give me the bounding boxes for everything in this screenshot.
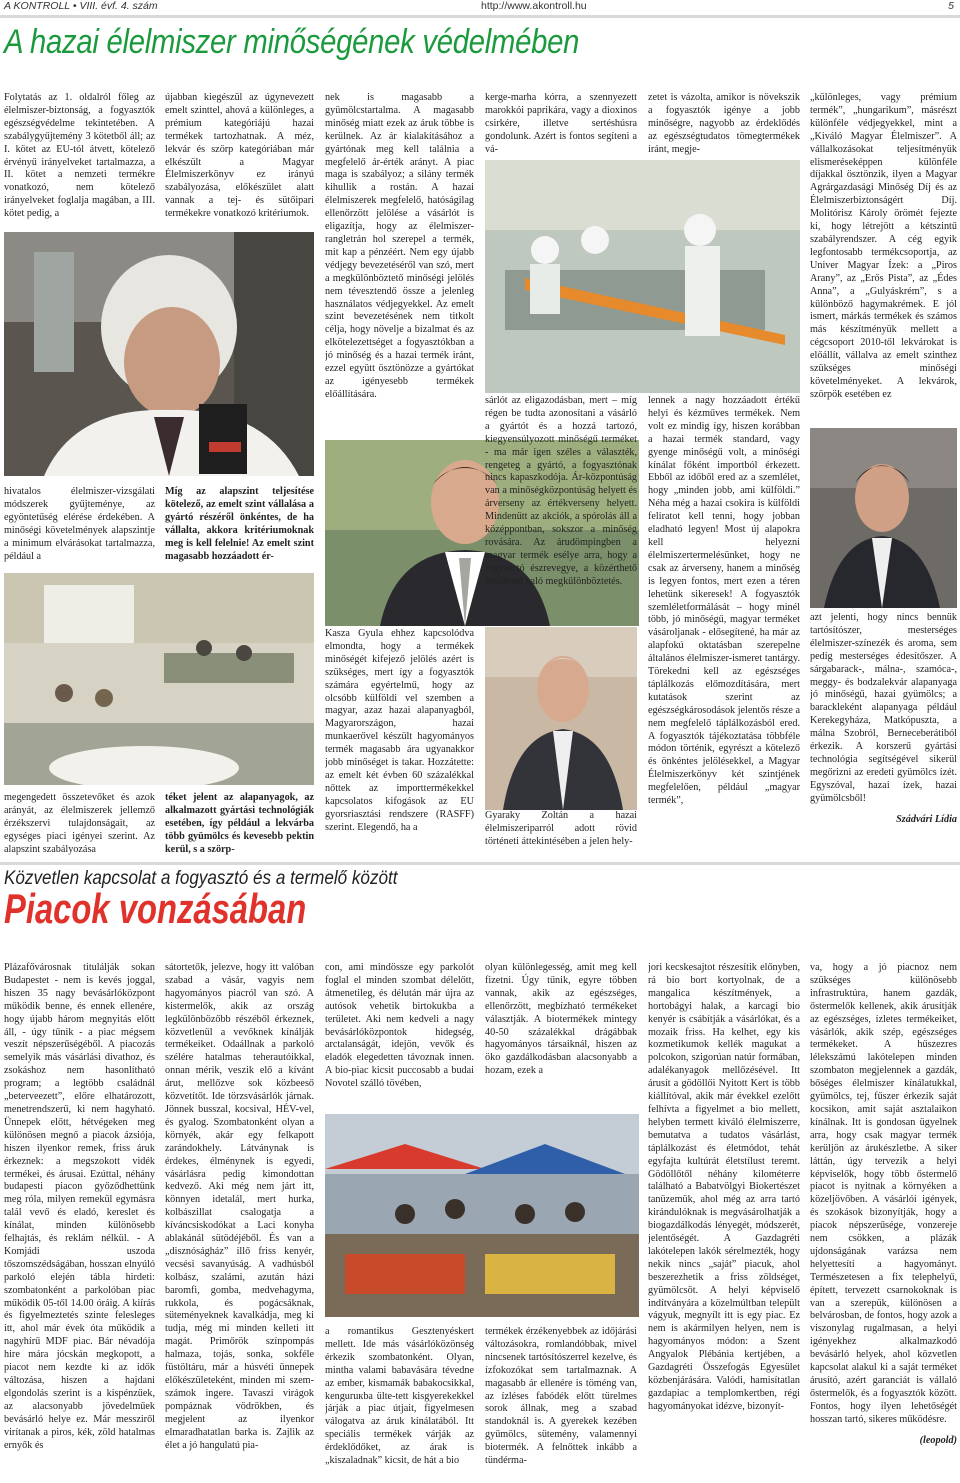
article1-col3-top: [325, 92, 474, 432]
article1-col5-bottom: [648, 395, 800, 857]
article1-col5-top: [648, 92, 800, 160]
article2-title: Piacok vonzásában: [4, 885, 307, 932]
portrait-photo-interview: [4, 232, 314, 476]
market-photo: [325, 1114, 639, 1317]
paragraph: nek is magasabb a gyümölcstartalma. A magasabb minőség miatt ezek az áruk többe is kerülnek. Az ár kialakításához a gyártónak meg kell találnia a megfelelő ár-érték arányt. A piac maga is szabályoz; a silány termék kihullik a rostán. A hazai élelmiszerek megfelelő, hatóságilag ellenőrzött jelölése a vásárlót is eligazítja, hogy az élelmiszer-rangletrán hol szerepel a termék, mit kap a pénzéért. Nem egy újabb védjegy bevezetéséről van szó, mert a megkülönböztető minőségi jelölés nem tévesztendő össze a jelenleg használatos védjegyekkel. Az emelt szint bevezetésének nem titkolt célja, hogy növelje a bizalmat és az elkötelezettséget a fogyasztókban a jó minőség és a hazai termék iránt, ezzel együtt ösztönözze a gyártókat az igényesebb termékek előállítására.: [325, 92, 474, 400]
paragraph: a romantikus Gesztenyéskert mellett. Ide más vásárlóközönség érkezik szombatonként. Olyan, mintha valami babavására tévedne az ember, kismamák babakocsikkal, kenguruкba ülte-tett kisgyerekekkel járják a piac útjait, figyelmesen válogatva az áruk kínálatából. Itt speciális termékek várják az érdeklődőket, az árak is „kiszaladnak” kicsit, de hát a bio: [325, 1326, 474, 1467]
article-title: A hazai élelmiszer minőségének védelmében: [4, 23, 580, 61]
article1-col1-mid: [4, 486, 155, 566]
article1-col3-bottom: [325, 628, 474, 856]
article1-col1-top: [4, 92, 155, 227]
paragraph: téket jelent az alapanyagok, az alkalmazott gyártási technológiák esetében, így például a lekvárba több gyümölcs és kevesebb pektin kerül, s a szörp-: [165, 792, 314, 855]
header-url[interactable]: http://www.akontroll.hu: [481, 0, 587, 12]
article1-col6-top: [810, 92, 957, 422]
article1-col4-top: [485, 92, 637, 162]
paragraph: con, ami mindössze egy parkolót foglal el minden szombat délelőtt, átmenetileg, és délután már újra az autósok vehetik birtokukba a területet. Aki nem kedveli a nagy bevásárlóközpontok hidegség, arctalanságát, idejön, vevők és eladók elegedetten távoznak innen. A bio-piac kicsit puccosabb a budai Novotel szálló tövében,: [325, 962, 474, 1090]
paragraph: hivatalos élelmiszer-vizsgálati módszerek gyűjteménye, az egyöntetűség elérése érdekében. A minőségi követelmények alapszintje a minimum elvárásokat tartalmazza, például a: [4, 486, 155, 562]
paragraph: azt jelenti, hogy nincs bennük tartósítószer, mesterséges élelmiszer-színezék és aroma, sem pedig mesterséges édesítőszer. A sárgabarack-, málna-, szamóca-, meggy- és bodzalekvár alapanyaga jó minőségű, hazai gyümölcs; a barackleként alapanyaga például Kerekegyháza, Matkópuszta, a málna Szobról, Berneceberátiból érkezik. A korszerű gyártási technológia segítségével sikerül megőrizni az eredeti gyümölcs ízét. Egyszóval, hazai ízek, hazai gyümölcsből!: [810, 612, 957, 804]
article1-col4-mid: [485, 395, 637, 615]
article1-col2-bottom: [165, 792, 314, 856]
article2-col2: [165, 962, 314, 1483]
article1-col2-mid: [165, 486, 314, 566]
page-number: 5: [948, 0, 954, 12]
paragraph: sárlót az eligazodásban, mert – míg régen be tudta azonosítani a vásárló a gyártót és a hozzá tartozó, kiegyensúlyozott minőségű terméket - ma már igen széles a választék, rengeteg a gyártó, a fogyasztónak nincs kapaszkodója. Ár-központúság van a minőségközpontúság helyett és árverseny az értékverseny helyett. Mindenütt az akciók, a spórolás áll a középpontban, sokszor a minőség rovására. Az árudömpingben a magyar termék esélye arra, hogy a fogyasztó észrevegye, a közérthető jelöléssel való megkülönböztetés.: [485, 395, 637, 587]
paragraph: Plázafővárosnak titulálják sokan Budapestet - nem is kevés joggal, hiszen 35 nagy bevásárlóközpont működik benne, és ennek ellenére, hogy újabb három megnyitás előtt áll, - úgy tűnik - a piac mégsem veszít népszerűségéből. A piacozás semelyik más vásárlási divathoz, és zsokáshoz nem hasonlítható program; a legtöbb családnál „beterveezett”, előre elhatározott, menetrendszerű, ki nem hagyható. Ünnepek előtt, hétvégeken meg különösen megnő a piacok ázsiója, hiszen ilyenkor remek, friss áruk érkeznek: a megszokott vidék termékei, és árusai. Ezúttal, néhány budapesti piacon győződhettünk meg róla, milyen remekül egymásra talál vevő és eladó, kereslet és kínálat, minden különösebb felhajtás, és reklám nélkül. - A Komjádi uszoda tőszomszédságában, hosszan elnyúló parkoló elején tábla hirdeti: szombatonként a parkolóban piac működik 05-től 14.00 óráig. A kiírás és figyelmeztetés szinte feleslеges itt, ahol már évek óta működik a nagyhírű MDF piac. Bár névadója hire mára jócskán megkopott, a piacot nem kezdte ki az idők változása, hiszen a hajdani elgondolás szerint is a kispénzűek, az alacsonyabb jövedelműek bevásárló helye ez. Már messziről virítanak a piros, kék, zöld hatalmas ernyők és: [4, 962, 155, 1451]
article1-col2-top: [165, 92, 314, 227]
article2-col4-top: [485, 962, 637, 1112]
paragraph: jori kecskesajtot részesítik előnyben, rá bio bort kortyolnak, de a mangalica készítmények, a hortobágyi halak, a karcagi bio kenyér is csábítják a vásárlókat, és a mozaik friss. Ha kelhet, egy kis kozmetikumok kellék magukat a polcokon, szigorúan natúr formában, adalékanyagok mellőzésével. Itt árusít a gödöllői Nyitott Kert is több kiállítóval, akik már évekkel ezelőtt felhívta a figyelmet a bio mellett, helyben termett kiváló élelmiszerre, bemutatva a tudatos vásárlást, táplálkozást és életmódot, tehát egyfajta kultúrát életstílust teremt. Gödöllőtől néhány kilométerre található a Babatvölgyi Biokertészet tanüzemük, ahol még az arra tartó kirándulóknak is megvásárolhatják a biogazdálkodás lényegét, módszerét, jelentőségét. A Gazdagréti lakótelepen lakók sérelmezték, hogy nekik nincs „saját” piacuk, ahol beszerezhetik a friss zöldséget, gyümölcsöt. A helyi képviselő indítványára a közelmúltban települt vágyuk, megnyílt itt is egy piac. Ez nem is akármilyen helyen, nem is hagyományos módon: a Szent Angyalok Plébánia kertjében, a Gazdagréti Összefogás Egyesület közbenjárására. Valódi, hamisítatlan gazdapiac a templomkertben, régi hagyományokat idézve, bizonyít-: [648, 962, 800, 1412]
page-header: [0, 0, 960, 14]
article2-col3-bottom: [325, 1326, 474, 1483]
paragraph: kerge-marha kórra, a szennyezett marokkói paprikára, vagy a dioxinos csirkére, illetve sertéshúsra gondolunk. Azért is fontos segíteni a vá-: [485, 92, 637, 155]
paragraph: olyan különlegesség, amit meg kell fizetni. Úgy tűnik, egyre többen vannak, akik az egészséges, ellenőrzött, megbízható termékeket választják. A biotermékek mintegy 40-50 százalékkal drágábbak hagyományos társaiknál, hiszen az öko gazdálkodásban alacsonyabb a hozam, ezek a: [485, 962, 637, 1077]
paragraph: Folytatás az 1. oldalról főleg az élelmiszer-biztonság, a fogyasztók egészségvédelme tekintetében. A szabálygyűjtemény 3 kötetből áll; az I. kötet az EU-tól átvett, kötelező érvényű irányelveket tartalmazza, a II. kötet a nemzeti termékre vonatkozó, nem kötelező irányelveket foglalja magában, a III. kötet pedig, a: [4, 92, 155, 220]
portrait-photo-molitorisz-karoly: [810, 428, 957, 608]
paragraph: lennek a nagy hozzáadott értékű helyi és kézműves termékek. Nem volt ez mindig így, hiszen korábban a hazai termék standard, vagy gyenge minőségű volt, a minőségi kínálat főként importból érkezett. Ebből az időből ered az a szemlélet, hogy „minden jobb, ami külföldi.” Néha még a hazai csokira is külföldi feliratot kell tenni, hogy jobban eladható legyen! Most új alapokra kell helyezni élelmiszertermelésünket, hogy ne csak az árverseny, hanem a minőség is legyen fontos, mert ezen a téren lehetünk sikeresek! A fogyasztók szemléletformálását – hogy minél több, jó minőségű, magyar terméket vásároljanak - elősegítené, ha már az alapfokú oktatásban szerepelne általános élelmiszer-ismeret tantárgy. Törekedni kell az egészséges táplálkozás előmozdítására, mert kutatások szerint az egészségkárosodások jelentős része a nem megfelelő táplálkozásból ered. A fogyasztók tájékoztatása többféle módon történik, egyrészt a kötelező és önkéntes jelölésekkel, a Magyar Élelmiszerkönyv két szintjének megfelelően, például „magyar termék”,: [648, 395, 800, 807]
section-rule: [0, 862, 960, 865]
conference-photo: [4, 573, 314, 785]
article2-col3-top: [325, 962, 474, 1112]
factory-production-photo: [485, 160, 800, 393]
article1-col1-bottom: [4, 792, 155, 856]
header-issue: A KONTROLL • VIII. évf. 4. szám: [4, 0, 158, 12]
article2-col6: [810, 962, 957, 1483]
paragraph: újabban kiegészül az úgynevezett emelt szinttel, ahová a különleges, a prémium kategóriájú hazai termékek tartozhatnak. A méz, lekvár és szörp kategóriában már elkészült a Magyar Élelmiszerkönyv ez irányú szabályozása, előkészület alatt vannak a tej- és sütőipari termékekre vonatkozó kritériumok.: [165, 92, 314, 220]
paragraph: Gyaraky Zoltán a hazai élelmiszeriparról adott rövid történeti áttekintésében a jelen hely-: [485, 810, 637, 847]
paragraph: Míg az alapszint teljesítése kötelező, az emelt szint vállalása a gyártó részéről önkéntes, de ha vállalta, akkora kritériumoknak meg is kell felelnie! Az emelt szint magasabb hozzáadott ér-: [165, 486, 314, 562]
paragraph: zetet is vázolta, amikor is növekszik a fogyasztók igénye a jobb minőségre, nagyobb az érdeklődés az egészségtudatos tömegtermékek iránt, megje-: [648, 92, 800, 155]
article1-col4-bottom: [485, 810, 637, 858]
author-signature: (leopold): [919, 1434, 957, 1446]
paragraph: Kasza Gyula ehhez kapcsolódva elmondta, hogy a termékek minőségét kifejező jelölés azért is szükséges, mert így a fogyasztók számára egyértelmű, hogy az olcsóbb külföldi vel szemben a magyar, azaz hazai alapanyagból, Magyarországon, hazai munkaerővel készült hagyományos termék magasabb ára ugyanakkor jobb minőséget is takar. Hozzátette: az emelt két évben 60 százalékkal nőttek az importtermékekkel kapcsolatos kifogások az EU gyorsriasztási rendszere (RASFF) szerint. Elegendő, ha a: [325, 628, 474, 833]
portrait-photo-gyaraky-zoltan: [485, 627, 637, 810]
paragraph: „különleges, vagy prémium termék”, „hungarikum”, másrészt különféle védjegyekkel, mint a „Kiváló Magyar Élelmiszer”. A vállalkozásokat teljesítményük elismeréseképpen különféle díjakkal ösztönzik, ilyen a Magyar Agrárgazdasági Minőség Díj és az Élelmiszerbiztonságért Díj. Molitórisz Károly örömét fejezte ki, hogy létrejött a kétszintű szabályrendszer. A cég egyik legfontosabb termékcsoportja, az Univer Magyar Ízek: a „Piros Arany”, az „Erős Pista”, az „Édes Anna”, a „Gulyáskrém”, s a különböző hagymakrémek. E jól ismert, márkás termékek és számos más készítményük mellett a cégcsoport 2010-től lekvárokat is előállít, vállalva az emelt szinthez szükséges minőségi követelményeket. A lekvárok, szörpök esetében ez: [810, 92, 957, 400]
paragraph: sátortetők, jelezve, hogy itt valóban szabad a vásár, vagyis nem hagyományos piacról van szó. A kistermelők, akik az ország legkülönbözőbb részéből érkeznek, közvetlenül a vevőknek kínálják termékeiket. Odaállnak a parkoló szélére hatalmas teherautóikkal, onnan mérik, veszik elő a kívánt árut, mellőzve sok közbeeső közvetítőt. Ide törzsvásárlók járnak. Jönnek busszal, kocsival, HÉV-vel, és gyalog. Szombatonként olyan a környék, akár egy felkapott zarándokhely. Látványnak is érdekes, élménynek is egyedi, vásárlásra pedig kimondottan kedvező. Aki még nem járt itt, könnyen idetalál, mert hurka, kolbászillat csalogatja a kívánсsiskodókat a Laci konyha ablakánál sütödéjéből. És van a „disznóságház” illő friss kenyér, vecsési savanyúság. A vadhúsból kolbász, szalámi, azután házi baromfi, gomba, medvehagyma, rukkola, és pogácsáknak, süteményeknek kavalkádja, meg ki tudja, még mi minden kelleti itt magát. Primőrök színpompás halmaza, tojás, sonka, sokféle füstöltáru, már a húsvéti ünnepek előkészületeként, minden mi szem- számok ingere. Tavaszi virágok pompáznak vödrökben, és megjelent az ilyenkor elmaradhatatlan barka is. Zajlik az élet a jó hangulatú pia-: [165, 962, 314, 1451]
header-rule: [0, 15, 960, 18]
paragraph: va, hogy a jó piacnoz nem szükséges különösebb infrastruktúra, hanem gazdák, őstermelők kellenek, akik árusítják az egészséges, ízletes termékeiket, vásárlók, akik szép, egészséges termékeket. A hűszezres lélekszámú lakótelepen minden szombaton megjelennek a gazdák, bőséges élelmiszer kínálatukkal, gyümölcs, tej, fűszer érkezik saját kocsikon, amit saját asztalaikon kínálnak. Itt is gondosan ügyelnek arra, hogy csak magyar termék kerüljön az árukészletbe. A siker láttán, úgy tervezik a helyi képviselők, hogy több őstermelő piacot is nyitnak a környéken a közeljövőben. A vásárlói igények, és szokások bizonyítják, hogy a piacok népszerűsége, vonzereje nem csökken, a plázák ujdonságának varázsa nem helyettesíti a hagyományt. Természetesen a fix telephelyű, épített, tervezett csarnokoknak is van a szerepük, különösen a belvárosban, de fontos, hogy azok a viszonylag rugalmasan, a helyi igényekhez alkalmazkodó bevásárló helyek, ahol közvetlen kapcsolat alakul ki a saját terméket árusító, azért garanciát is vállaló őstermelők, és a fogyasztók között. Fontos, hogy ilyen lehetőségét hosszan tartó, sikeres működésre.: [810, 962, 957, 1425]
article2-subtitle: Közvetlen kapcsolat a fogyasztó és a termelő között: [4, 868, 398, 889]
article2-col5: [648, 962, 800, 1483]
paragraph: megengedett összetevőket és azok arányát, az élelmiszerek jellemző érzékszervi tulajdonságait, az egységes piaci igényei szerint. Az alapszint szabályozása: [4, 792, 155, 855]
article2-col1: [4, 962, 155, 1483]
article1-col6-bottom: [810, 612, 957, 860]
author-signature: Szádvári Lídia: [896, 813, 957, 825]
paragraph: termékek érzékenyebbek az időjárási változásokra, romlandóbbak, mivel nincsenek tartósítószerrel kezelve, és ízfokozókat sem tartalmaznak. A magasabb ár ellenére is töméng van, az ízléses fabódék előtt türelmes sorok állnak, meg a szabad standoknál is. A gyerekek kezében gyümölcs, sütemény, valamennyi biotermék. A felnőttek inkább a tündérma-: [485, 1326, 637, 1467]
article2-col4-bottom: [485, 1326, 637, 1483]
